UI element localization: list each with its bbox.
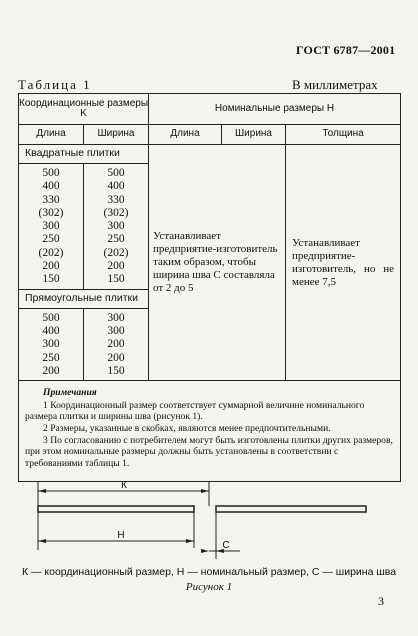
rectangular-tiles-label: Прямоугольные плитки	[19, 289, 149, 308]
nominal-size-description: Устанавливает предприятие-изготовитель таким образом, чтобы ширина шва С составляла от 2 до 5	[149, 145, 286, 381]
table-cell: 200	[107, 351, 125, 364]
table-cell: 500	[107, 167, 125, 179]
table-cell: (202)	[38, 246, 64, 259]
table-cell: 250	[42, 233, 60, 246]
table-cell: 200	[107, 260, 125, 273]
table-cell: 300	[107, 324, 125, 337]
table-cell: 150	[42, 273, 60, 286]
table-cell: 200	[42, 260, 60, 273]
table-cell: 300	[107, 220, 125, 233]
table-units: В миллиметрах	[292, 77, 378, 92]
table-cell: 400	[42, 180, 60, 193]
nominal-width-header: Ширина	[222, 125, 286, 145]
note-item: 1 Координационный размер соответствует суммарной величине номинального размера плитки и ширины шва (рисунок 1).	[25, 399, 365, 423]
table-cell: (302)	[103, 206, 129, 219]
length-header: Длина	[19, 125, 84, 145]
arrow-c-left	[201, 549, 209, 553]
arrow-h-left	[38, 539, 46, 543]
table-cell: 300	[107, 311, 125, 324]
notes-title: Примечания	[43, 387, 97, 399]
rect-widths-column	[84, 308, 149, 380]
dimensions-table	[18, 93, 401, 482]
label-h: Н	[117, 530, 125, 541]
arrow-k-right	[201, 489, 209, 493]
nominal-length-header: Длина	[149, 125, 222, 145]
tile-right	[216, 506, 366, 512]
table-cell: 300	[42, 338, 60, 351]
figure-title: Рисунок 1	[185, 581, 233, 593]
figure-legend: К — координационный размер, Н — номинальный размер, С — ширина шва	[21, 566, 397, 578]
table-cell: 200	[107, 338, 125, 351]
table-cell: 330	[107, 193, 125, 206]
table-cell: 500	[42, 167, 60, 179]
label-k: К	[121, 480, 127, 491]
table-cell: 400	[42, 324, 60, 337]
square-lengths-column	[19, 164, 84, 290]
nominal-sizes-header: Номинальные размеры Н	[149, 94, 401, 125]
thickness-description: Устанавливает предприятие-изготовитель, но не менее 7,5	[286, 145, 401, 381]
standard-header: ГОСТ 6787—2001	[296, 43, 396, 57]
width-header: Ширина	[84, 125, 149, 145]
table-cell: (202)	[103, 246, 129, 259]
table-cell: 250	[42, 351, 60, 364]
table-cell: 150	[107, 273, 125, 286]
table-cell: (302)	[38, 206, 64, 219]
table-cell: 330	[42, 193, 60, 206]
tile-left	[38, 506, 194, 512]
tile-joint-figure	[0, 460, 418, 564]
table-cell: 250	[107, 233, 125, 246]
table-cell: 300	[42, 220, 60, 233]
table-cell: 400	[107, 180, 125, 193]
note-item: 2 Размеры, указанные в скобках, являются менее предпочтительными.	[43, 422, 331, 434]
page-number: 3	[378, 594, 384, 608]
arrow-k-left	[38, 489, 46, 493]
rect-lengths-column	[19, 308, 84, 380]
square-tiles-label: Квадратные плитки	[19, 145, 149, 164]
note-item: 3 По согласованию с потребителем могут быть изготовлены плитки других размеров, при этом номинальные размеры должны быть установлены в соответствии с требованиями таблицы 1.	[25, 434, 393, 469]
square-widths-column	[84, 164, 149, 290]
table-cell: 150	[107, 364, 125, 377]
table-cell: 500	[42, 311, 60, 324]
table-cell: 200	[42, 364, 60, 377]
thickness-header: Толщина	[286, 125, 401, 145]
arrow-h-right	[186, 539, 194, 543]
label-c: С	[222, 540, 230, 551]
table-caption: Таблица 1	[18, 77, 92, 92]
coord-sizes-header: Координационные размеры K	[19, 94, 149, 125]
